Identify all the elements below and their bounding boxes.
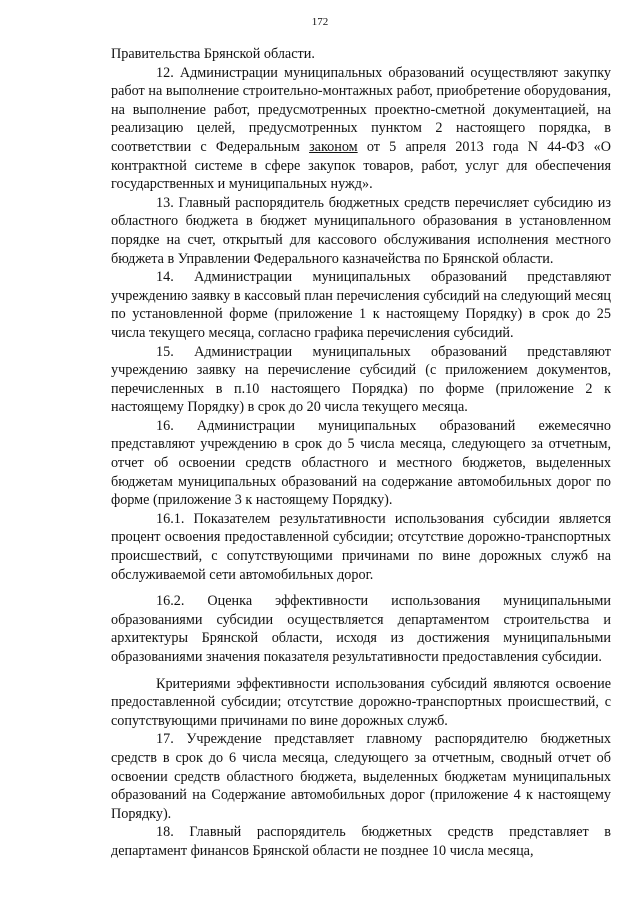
paragraph-13: 13. Главный распорядитель бюджетных средств перечисляет субсидию из областного бюджета в бюджет муниципального образования в установленном порядке на счет, открытый для кассового обслуживания исполнения местного бюджета в Управлении Федерального казначейства по Брянской области. [111, 194, 611, 267]
paragraph-12 [111, 64, 611, 194]
paragraph-criteria: Критериями эффективности использования субсидий являются освоение предоставленной субсидии; отсутствие дорожно-транспортных происшествий, с сопутствующими причинами по вине дорожных служб. [111, 675, 611, 729]
document-body [111, 45, 611, 861]
paragraph-continuation: Правительства Брянской области. [111, 46, 315, 62]
paragraph-16: 16. Администрации муниципальных образований ежемесячно представляют учреждению в срок до 5 числа месяца, следующего за отчетным, отчет об освоении средств областного и местного бюджетов, выделенных бюджетам муниципальных образований на содержание автомобильных дорог по форме (приложение 3 к настоящему Порядку). [111, 417, 611, 509]
page-number: 172 [311, 16, 329, 28]
paragraph-16-2: 16.2. Оценка эффективности использования муниципальными образованиями субсидии осуществляется департаментом строительства и архитектуры Брянской области, исходя из достижения муниципальными образованиями значения показателя результативности предоставления субсидии. [111, 593, 611, 665]
paragraph-14: 14. Администрации муниципальных образований представляют учреждению заявку в кассовый план перечисления субсидий на следующий месяц по установленной форме (приложение 1 к настоящему Порядку) в срок до 25 числа текущего месяца, согласно графика перечисления субсидий. [111, 269, 611, 341]
law-link[interactable]: законом [309, 138, 358, 155]
paragraph-17: 17. Учреждение представляет главному распорядителю бюджетных средств в срок до 6 числа месяца, следующего за отчетным, сводный отчет об освоении средств областного бюджета, выделенных бюджетам муниципальных образований на Содержание автомобильных дорог (приложение 4 к настоящему Порядку). [111, 731, 611, 822]
paragraph-16-1: 16.1. Показателем результативности использования субсидии является процент освоения предоставленной субсидии; отсутствие дорожно-транспортных происшествий, с сопутствующими причинами по вине дорожных служб на обслуживаемой сети автомобильных дорог. [111, 510, 611, 583]
paragraph-12-text-after: от 5 апреля 2013 года N 44-ФЗ «О контрактной системе в сфере закупок товаров, работ, услуг для обеспечения государственных и муниципальных нужд». [111, 138, 611, 193]
paragraph-18: 18. Главный распорядитель бюджетных средств представляет в департамент финансов Брянской области не позднее 10 числа месяца, [111, 824, 611, 859]
paragraph-15: 15. Администрации муниципальных образований представляют учреждению заявку на перечисление субсидий (с приложением документов, перечисленных в п.10 настоящего Порядка) по форме (приложение 2 к настоящему Порядку) в срок до 20 числа текущего месяца. [111, 343, 611, 416]
paragraph-12-text-before: 12. Администрации муниципальных образований осуществляют закупку работ на выполнение строительно-монтажных работ, приобретение оборудования, на выполнение работ, предусмотренных проектно-сметной документацией, на реализацию целей, предусмотренных пунктом 2 настоящего порядка, в соответствии с Федеральным [111, 64, 611, 155]
